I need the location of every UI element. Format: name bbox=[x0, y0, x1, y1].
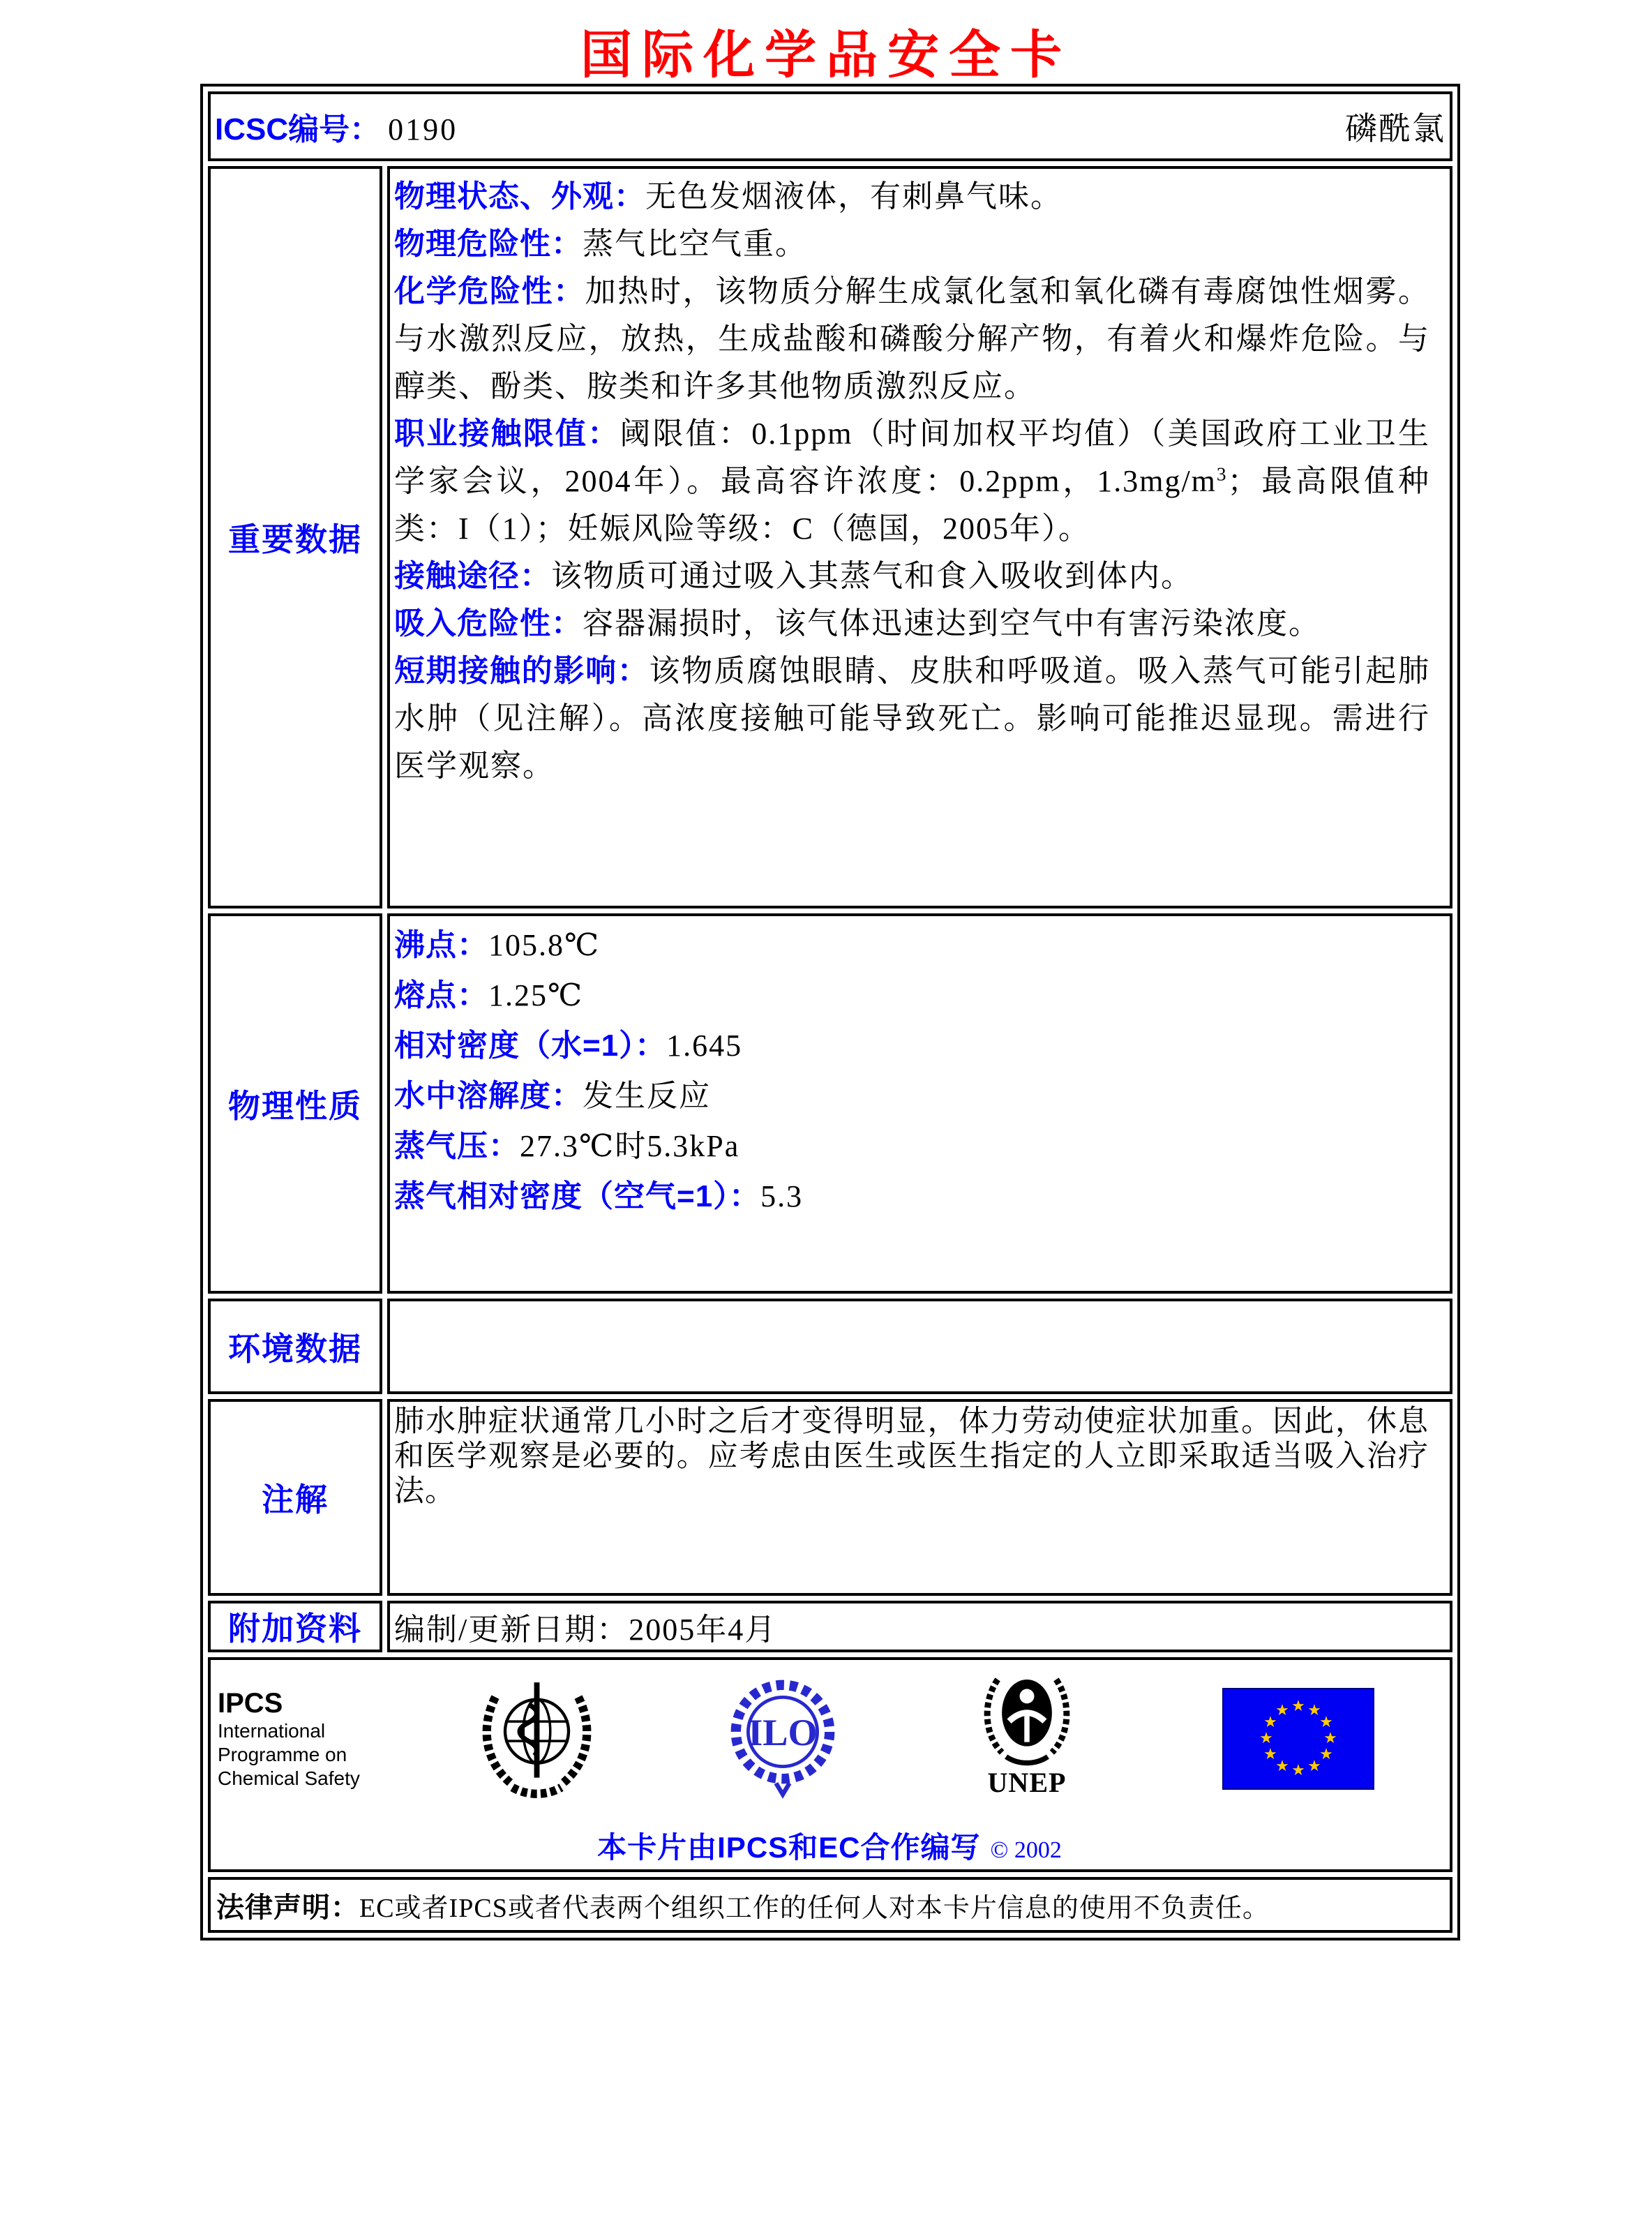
list-item bbox=[394, 971, 1430, 1021]
eu-star-icon: ★ bbox=[1263, 1713, 1277, 1730]
list-item bbox=[394, 173, 1430, 220]
physical-properties-content bbox=[387, 913, 1452, 1294]
ipcs-subtitle-line: International bbox=[218, 1720, 326, 1742]
list-item bbox=[394, 553, 1430, 600]
environmental-data-content bbox=[387, 1299, 1452, 1394]
list-item bbox=[394, 410, 1430, 553]
copyright-text: © 2002 bbox=[990, 1837, 1062, 1863]
chemical-name: 磷酰氯 bbox=[1345, 111, 1446, 147]
logos-row bbox=[208, 1657, 1452, 1872]
item-text: 该物质可通过吸入其蒸气和食入吸收到体内。 bbox=[551, 559, 1193, 593]
eu-star-icon: ★ bbox=[1275, 1757, 1289, 1774]
eu-star-icon: ★ bbox=[1323, 1729, 1337, 1747]
ipcs-subtitle-line: Programme on bbox=[218, 1744, 347, 1765]
item-value: 105.8℃ bbox=[488, 928, 601, 962]
legal-notice-label: 法律声明： bbox=[216, 1892, 359, 1923]
icsc-number-value: 0190 bbox=[388, 112, 458, 147]
eu-star-icon: ★ bbox=[1259, 1729, 1273, 1747]
section-label-notes: 注解 bbox=[208, 1399, 382, 1596]
item-value: 5.3 bbox=[760, 1179, 804, 1213]
eu-star-icon: ★ bbox=[1307, 1701, 1321, 1719]
list-item bbox=[394, 220, 1430, 268]
item-text: 该物质腐蚀眼睛、皮肤和呼吸道。吸入蒸气可能引起肺水肿（见注解）。高浓度接触可能导致死亡。影响可能推迟显现。需进行医学观察。 bbox=[394, 654, 1431, 783]
card-header-cell bbox=[208, 91, 1452, 161]
item-text: 阈限值：0.1ppm（时间加权平均值）（美国政府工业卫生学家会议，2004年）。最高容许浓度：0.2ppm，1.3mg/m bbox=[394, 417, 1431, 498]
list-item bbox=[394, 1021, 1430, 1071]
item-text: ；最高限值种类：I（1）；妊娠风险等级：C（德国，2005年）。 bbox=[394, 464, 1430, 546]
cooperation-caption bbox=[218, 1825, 1441, 1867]
who-logo-icon bbox=[476, 1675, 598, 1804]
cooperation-caption-text: 本卡片由IPCS和EC合作编写 bbox=[597, 1831, 981, 1864]
eu-star-icon: ★ bbox=[1319, 1713, 1333, 1730]
notes-content bbox=[387, 1399, 1452, 1596]
item-text: 加热时，该物质分解生成氯化氢和氧化磷有毒腐蚀性烟雾。与水激烈反应，放热，生成盐酸和磷酸分解产物，有着火和爆炸危险。与醇类、酚类、胺类和许多其他物质激烈反应。 bbox=[394, 274, 1431, 403]
item-text: 蒸气比空气重。 bbox=[583, 227, 807, 261]
section-label-physical-properties: 物理性质 bbox=[208, 913, 382, 1294]
section-label-environmental-data: 环境数据 bbox=[208, 1299, 382, 1394]
unep-logo-icon bbox=[971, 1669, 1083, 1809]
icsc-card-table bbox=[200, 84, 1460, 1940]
environmental-data-row bbox=[208, 1299, 1452, 1394]
item-label: 吸入危险性： bbox=[394, 606, 583, 641]
ilo-logo-letters: ILO bbox=[748, 1712, 818, 1754]
item-label: 水中溶解度： bbox=[394, 1079, 583, 1113]
ipcs-title: IPCS bbox=[218, 1688, 283, 1719]
legal-notice-text: EC或者IPCS或者代表两个组织工作的任何人对本卡片信息的使用不负责任。 bbox=[359, 1893, 1270, 1923]
card-header-row bbox=[208, 91, 1452, 161]
icsc-number-group bbox=[215, 104, 458, 149]
item-label: 蒸气相对密度（空气=1）： bbox=[394, 1179, 761, 1213]
unep-logo-letters: UNEP bbox=[987, 1767, 1067, 1798]
item-value: 1.25℃ bbox=[488, 978, 584, 1012]
list-item bbox=[394, 648, 1430, 790]
notes-text: 肺水肿症状通常几小时之后才变得明显，体力劳动使症状加重。因此，休息和医学观察是必要的。应考虑由医生或医生指定的人立即采取适当吸入治疗法。 bbox=[394, 1405, 1429, 1508]
important-data-row bbox=[208, 166, 1452, 908]
item-label: 短期接触的影响： bbox=[394, 654, 649, 688]
list-item bbox=[394, 600, 1430, 648]
item-label: 接触途径： bbox=[394, 559, 551, 593]
eu-star-icon: ★ bbox=[1275, 1701, 1289, 1719]
list-item bbox=[394, 1121, 1430, 1172]
item-label: 职业接触限值： bbox=[394, 417, 620, 451]
item-text: 容器漏损时，该气体迅速达到空气中有害污染浓度。 bbox=[583, 606, 1321, 641]
item-text: 无色发烟液体，有刺鼻气味。 bbox=[645, 179, 1062, 214]
item-value: 27.3℃时5.3kPa bbox=[520, 1129, 740, 1163]
logos-cell bbox=[208, 1657, 1452, 1872]
eu-star-icon: ★ bbox=[1307, 1757, 1321, 1774]
notes-row bbox=[208, 1399, 1452, 1596]
item-label: 蒸气压： bbox=[394, 1129, 520, 1163]
item-value: 1.645 bbox=[666, 1029, 743, 1063]
ipcs-subtitle-line: Chemical Safety bbox=[218, 1767, 360, 1789]
section-label-additional-info: 附加资料 bbox=[208, 1601, 382, 1652]
list-item bbox=[394, 1071, 1430, 1121]
eu-star-icon: ★ bbox=[1291, 1697, 1305, 1714]
section-label-important-data: 重要数据 bbox=[208, 166, 382, 908]
additional-info-content: 编制/更新日期：2005年4月 bbox=[387, 1601, 1452, 1652]
superscript: 3 bbox=[1216, 463, 1228, 485]
item-label: 化学危险性： bbox=[394, 274, 585, 308]
ilo-logo-icon bbox=[727, 1676, 839, 1802]
important-data-content bbox=[387, 166, 1452, 908]
item-value: 发生反应 bbox=[583, 1079, 711, 1113]
icsc-number-label: ICSC编号： bbox=[215, 112, 381, 147]
ipcs-logo-text bbox=[218, 1687, 399, 1790]
physical-properties-row bbox=[208, 913, 1452, 1294]
item-label: 物理危险性： bbox=[394, 227, 583, 261]
item-label: 相对密度（水=1）： bbox=[394, 1029, 667, 1063]
eu-star-icon: ★ bbox=[1291, 1761, 1305, 1779]
item-label: 物理状态、外观： bbox=[394, 179, 645, 214]
page-title: 国际化学品安全卡 bbox=[580, 26, 1072, 84]
list-item bbox=[394, 920, 1430, 971]
legal-notice-row bbox=[208, 1877, 1452, 1933]
item-label: 熔点： bbox=[394, 978, 488, 1012]
list-item bbox=[394, 1172, 1430, 1222]
additional-info-row bbox=[208, 1601, 1452, 1652]
eu-star-icon: ★ bbox=[1263, 1745, 1277, 1763]
list-item bbox=[394, 268, 1430, 410]
legal-notice-cell bbox=[208, 1877, 1452, 1933]
eu-flag-icon bbox=[1222, 1688, 1374, 1790]
eu-star-icon: ★ bbox=[1319, 1745, 1333, 1763]
item-label: 沸点： bbox=[394, 928, 488, 962]
